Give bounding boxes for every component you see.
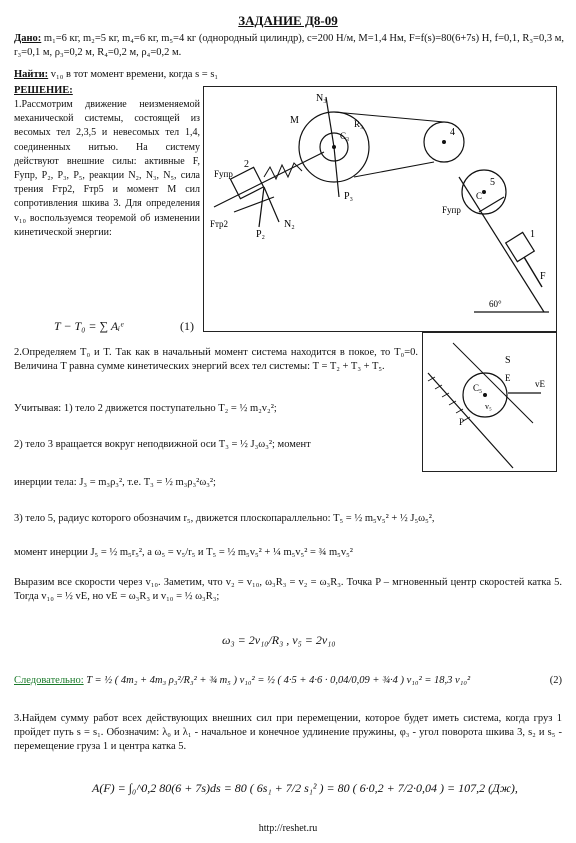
label-p3: P₃ (344, 191, 354, 202)
solution-heading: РЕШЕНИЕ: (14, 85, 73, 96)
n2-arrow (264, 187, 279, 222)
solution-intro: 1.Рассмотрим движение неизменяемой механической системы, состоящей из весомых тел 2,3,5 и невесомых тел 1,4, соединенных нитью. На систему действуют внешние силы: активные F, Fупр, P₂, P₃, P₅, реакции N₂, N₃, N₅, сила трения Fтр2, Fтр5 и момент M сил сопротивления шкива 3. Для определения v₁₀ воспользуемся теоремой об изменении кинетической энергии: (14, 99, 200, 238)
given-label: Дано: (14, 33, 42, 44)
p3-arrow (334, 147, 339, 197)
label-angle: 60° (489, 299, 502, 309)
therefore-label: Следовательно: (14, 675, 84, 686)
label-5: 5 (490, 177, 495, 188)
paragraph-7: момент инерции J₅ = ½ m₅r₅², а ω₅ = v₅/r₅ и T₅ = ½ m₅v₅² + ¼ m₅v₅² = ¾ m₅v₅² (14, 547, 353, 558)
detail-incline (428, 373, 513, 468)
label-f: F (540, 271, 546, 282)
right-incline (459, 177, 544, 312)
n3-arrow (326, 97, 334, 147)
label-c: C (476, 191, 483, 201)
label-fupr: Fупр (214, 169, 233, 179)
detail-label-e: E (505, 373, 511, 383)
find-text: v₁₀ в тот момент времени, когда s = s₁ (50, 69, 219, 80)
detail-label-s: S (505, 355, 511, 366)
label-p2: P₂ (256, 229, 266, 240)
label-1: 1 (530, 229, 535, 240)
given-text: m₁=6 кг, m₂=5 кг, m₄=6 кг, m₅=4 кг (однородный цилиндр), c=200 Н/м, M=1,4 Нм, F=f(s)=80(6+7s) Н, f=0,1, R₃=0,3 м, r₃=0,1 м, ρ₃=0,2 м, R₄=0,2 м, ρ₄=0,2 м. (14, 33, 564, 59)
label-2: 2 (244, 159, 249, 170)
paragraph-3: Учитывая: 1) тело 2 движется поступательно T₂ = ½ m₂v₂²; (14, 403, 277, 414)
p2-arrow (259, 187, 264, 227)
detail-label-p: P (459, 417, 465, 427)
pulley-4-axis (442, 140, 446, 144)
belt-top (334, 112, 444, 122)
equation-1-number: (1) (180, 319, 194, 333)
formula-omega3: ω₃ = 2v₁₀/R₃ , v₅ = 2v₁₀ (222, 633, 336, 647)
equation-2-number: (2) (549, 675, 562, 686)
paragraph-6: 3) тело 5, радиус которого обозначим r₅, движется плоскопараллельно: T₅ = ½ m₅v₅² + ½ J₅ω₅², (14, 513, 435, 524)
find-label: Найти: (14, 69, 49, 80)
given-block (14, 32, 564, 60)
roller-detail-figure (422, 332, 557, 472)
mechanism-figure (203, 86, 557, 332)
label-n2: N₂ (284, 219, 295, 230)
work-formula: A(F) = ∫₀^0,2 80(6 + 7s)ds = 80 ( 6s₁ + 7/2 s₁² ) = 80 ( 6·0,2 + 7/2·0,04 ) = 107,2 (Дж), (92, 781, 518, 795)
roller-detail-drawing (423, 333, 556, 471)
find-block (14, 68, 218, 82)
page-title: ЗАДАНИЕ Д8-09 (238, 13, 338, 28)
belt-bottom (354, 162, 434, 177)
detail-label-ve: vE (535, 379, 545, 389)
kinetic-energy-formula: T = ½ ( 4m₂ + 4m₃ ρ₃²/R₃² + ¾ m₅ ) v₁₀² = ½ ( 4·5 + 4·6 · 0,04/0,09 + ¾·4 ) v₁₀² = 18,3 v₁₀² (86, 675, 471, 686)
label-c3: C₃ (340, 131, 350, 141)
spring (264, 163, 302, 179)
label-4: 4 (450, 127, 455, 138)
paragraph-5: инерции тела: J₃ = m₃ρ₃², т.е. T₃ = ½ m₃ρ₃²ω₃²; (14, 477, 216, 488)
block-2 (230, 167, 263, 198)
paragraph-10 (14, 674, 562, 688)
detail-label-c5: C₅ (473, 383, 483, 393)
detail-thread (453, 343, 533, 423)
equation-1: T − T₀ = ∑ Aᵢᵉ (54, 319, 124, 333)
detail-label-v5: v₅ (485, 402, 492, 411)
roller-5-center (482, 190, 486, 194)
ftr2-arrow (234, 197, 274, 212)
label-fupr-right: Fупр (442, 205, 461, 215)
label-r3: R₃ (354, 119, 364, 129)
mechanism-drawing (204, 87, 556, 331)
source-url: http://reshet.ru (258, 823, 318, 834)
paragraph-4: 2) тело 3 вращается вокруг неподвижной оси T₃ = ½ J₃ω₃²; момент (14, 439, 311, 450)
paragraph-11: 3.Найдем сумму работ всех действующих внешних сил при перемещении, которое будет иметь система, когда груз 1 пройдет путь s = s₁. Обозначим: λ₀ и λ₁ - начальное и конечное удлинение пружины, φ₃ - угол поворота шкива 3, s₂ и s₅ - перемещение груза 1 и центра катка 5. (14, 713, 562, 753)
label-m: M (290, 115, 299, 126)
label-ftr2: Fтр2 (210, 219, 229, 229)
detail-roller-center (483, 393, 487, 397)
paragraph-8: Выразим все скорости через v₁₀. Заметим, что v₂ = v₁₀, ω₃R₃ = v₂ = ω₃R₃. Точка P – мгновенный центр скоростей катка 5. Тогда v₁₀ = ½ vE, но vE = ω₃R₃ и v₁₀ = ½ ω₃R₃; (14, 577, 562, 603)
label-n3: N₃ (316, 93, 327, 104)
fupr-right-arrow (479, 197, 504, 212)
paragraph-2: 2.Определяем T₀ и T. Так как в начальный момент система находится в покое, то T₀=0. Величина T равна сумме кинетических энергий всех тел системы: T = T₂ + T₃ + T₅. (14, 347, 418, 373)
